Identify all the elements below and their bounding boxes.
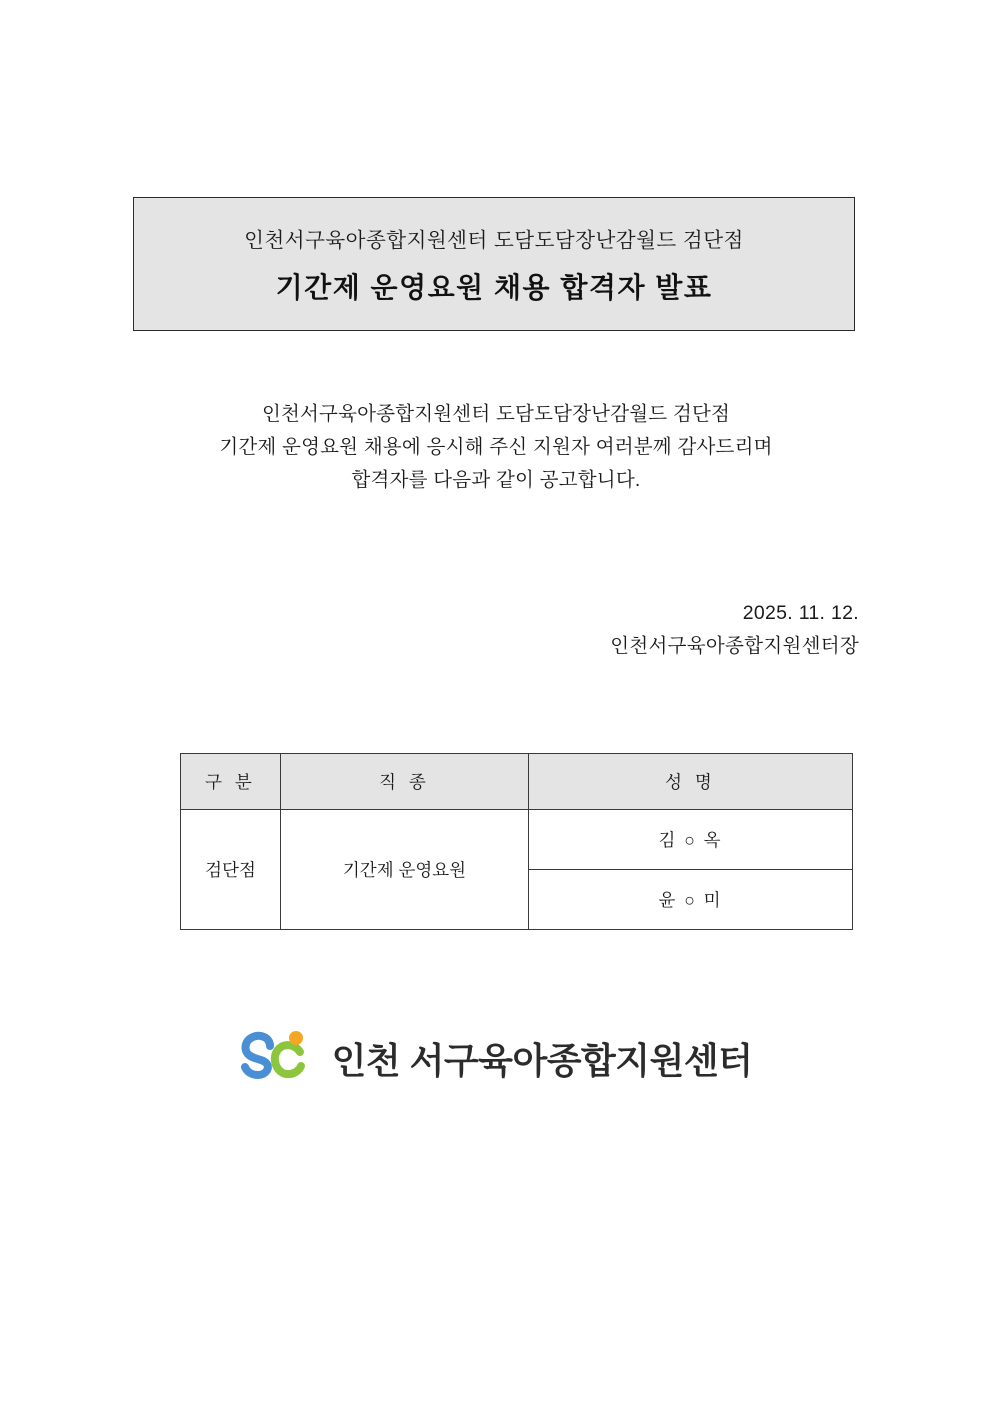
logo-text: 인천 서구육아종합지원센터: [331, 1039, 753, 1081]
intro-line-2: 기간제 운영요원 채용에 응시해 주신 지원자 여러분께 감사드리며: [219, 436, 773, 458]
issuer-block: [610, 597, 859, 663]
intro-line-3: 합격자를 다음과 같이 공고합니다.: [351, 469, 641, 491]
cell-name-1: 김 ○ 옥: [529, 810, 853, 870]
cell-division: 검단점: [181, 810, 281, 930]
table-row: [181, 810, 853, 870]
document-date: 2025. 11. 12.: [742, 602, 859, 624]
sc-swirl-logo-icon: [240, 1030, 318, 1086]
table-header: [181, 754, 853, 810]
intro-paragraph: [0, 398, 992, 497]
column-header-division: 구 분: [181, 754, 281, 810]
cell-name-2: 윤 ○ 미: [529, 870, 853, 930]
organization-logo: [0, 1030, 992, 1086]
result-table: [180, 753, 853, 930]
issuer-name: 인천서구육아종합지원센터장: [610, 635, 859, 657]
title-subheading: 인천서구육아종합지원센터 도담도담장난감월드 검단점: [244, 228, 744, 252]
page-title: 기간제 운영요원 채용 합격자 발표: [275, 271, 713, 303]
title-box: [133, 197, 855, 331]
column-header-job: 직 종: [281, 754, 529, 810]
cell-job: 기간제 운영요원: [281, 810, 529, 930]
table-header-row: [181, 754, 853, 810]
intro-line-1: 인천서구육아종합지원센터 도담도담장난감월드 검단점: [261, 403, 731, 425]
table-body: [181, 810, 853, 930]
column-header-name: 성 명: [529, 754, 853, 810]
